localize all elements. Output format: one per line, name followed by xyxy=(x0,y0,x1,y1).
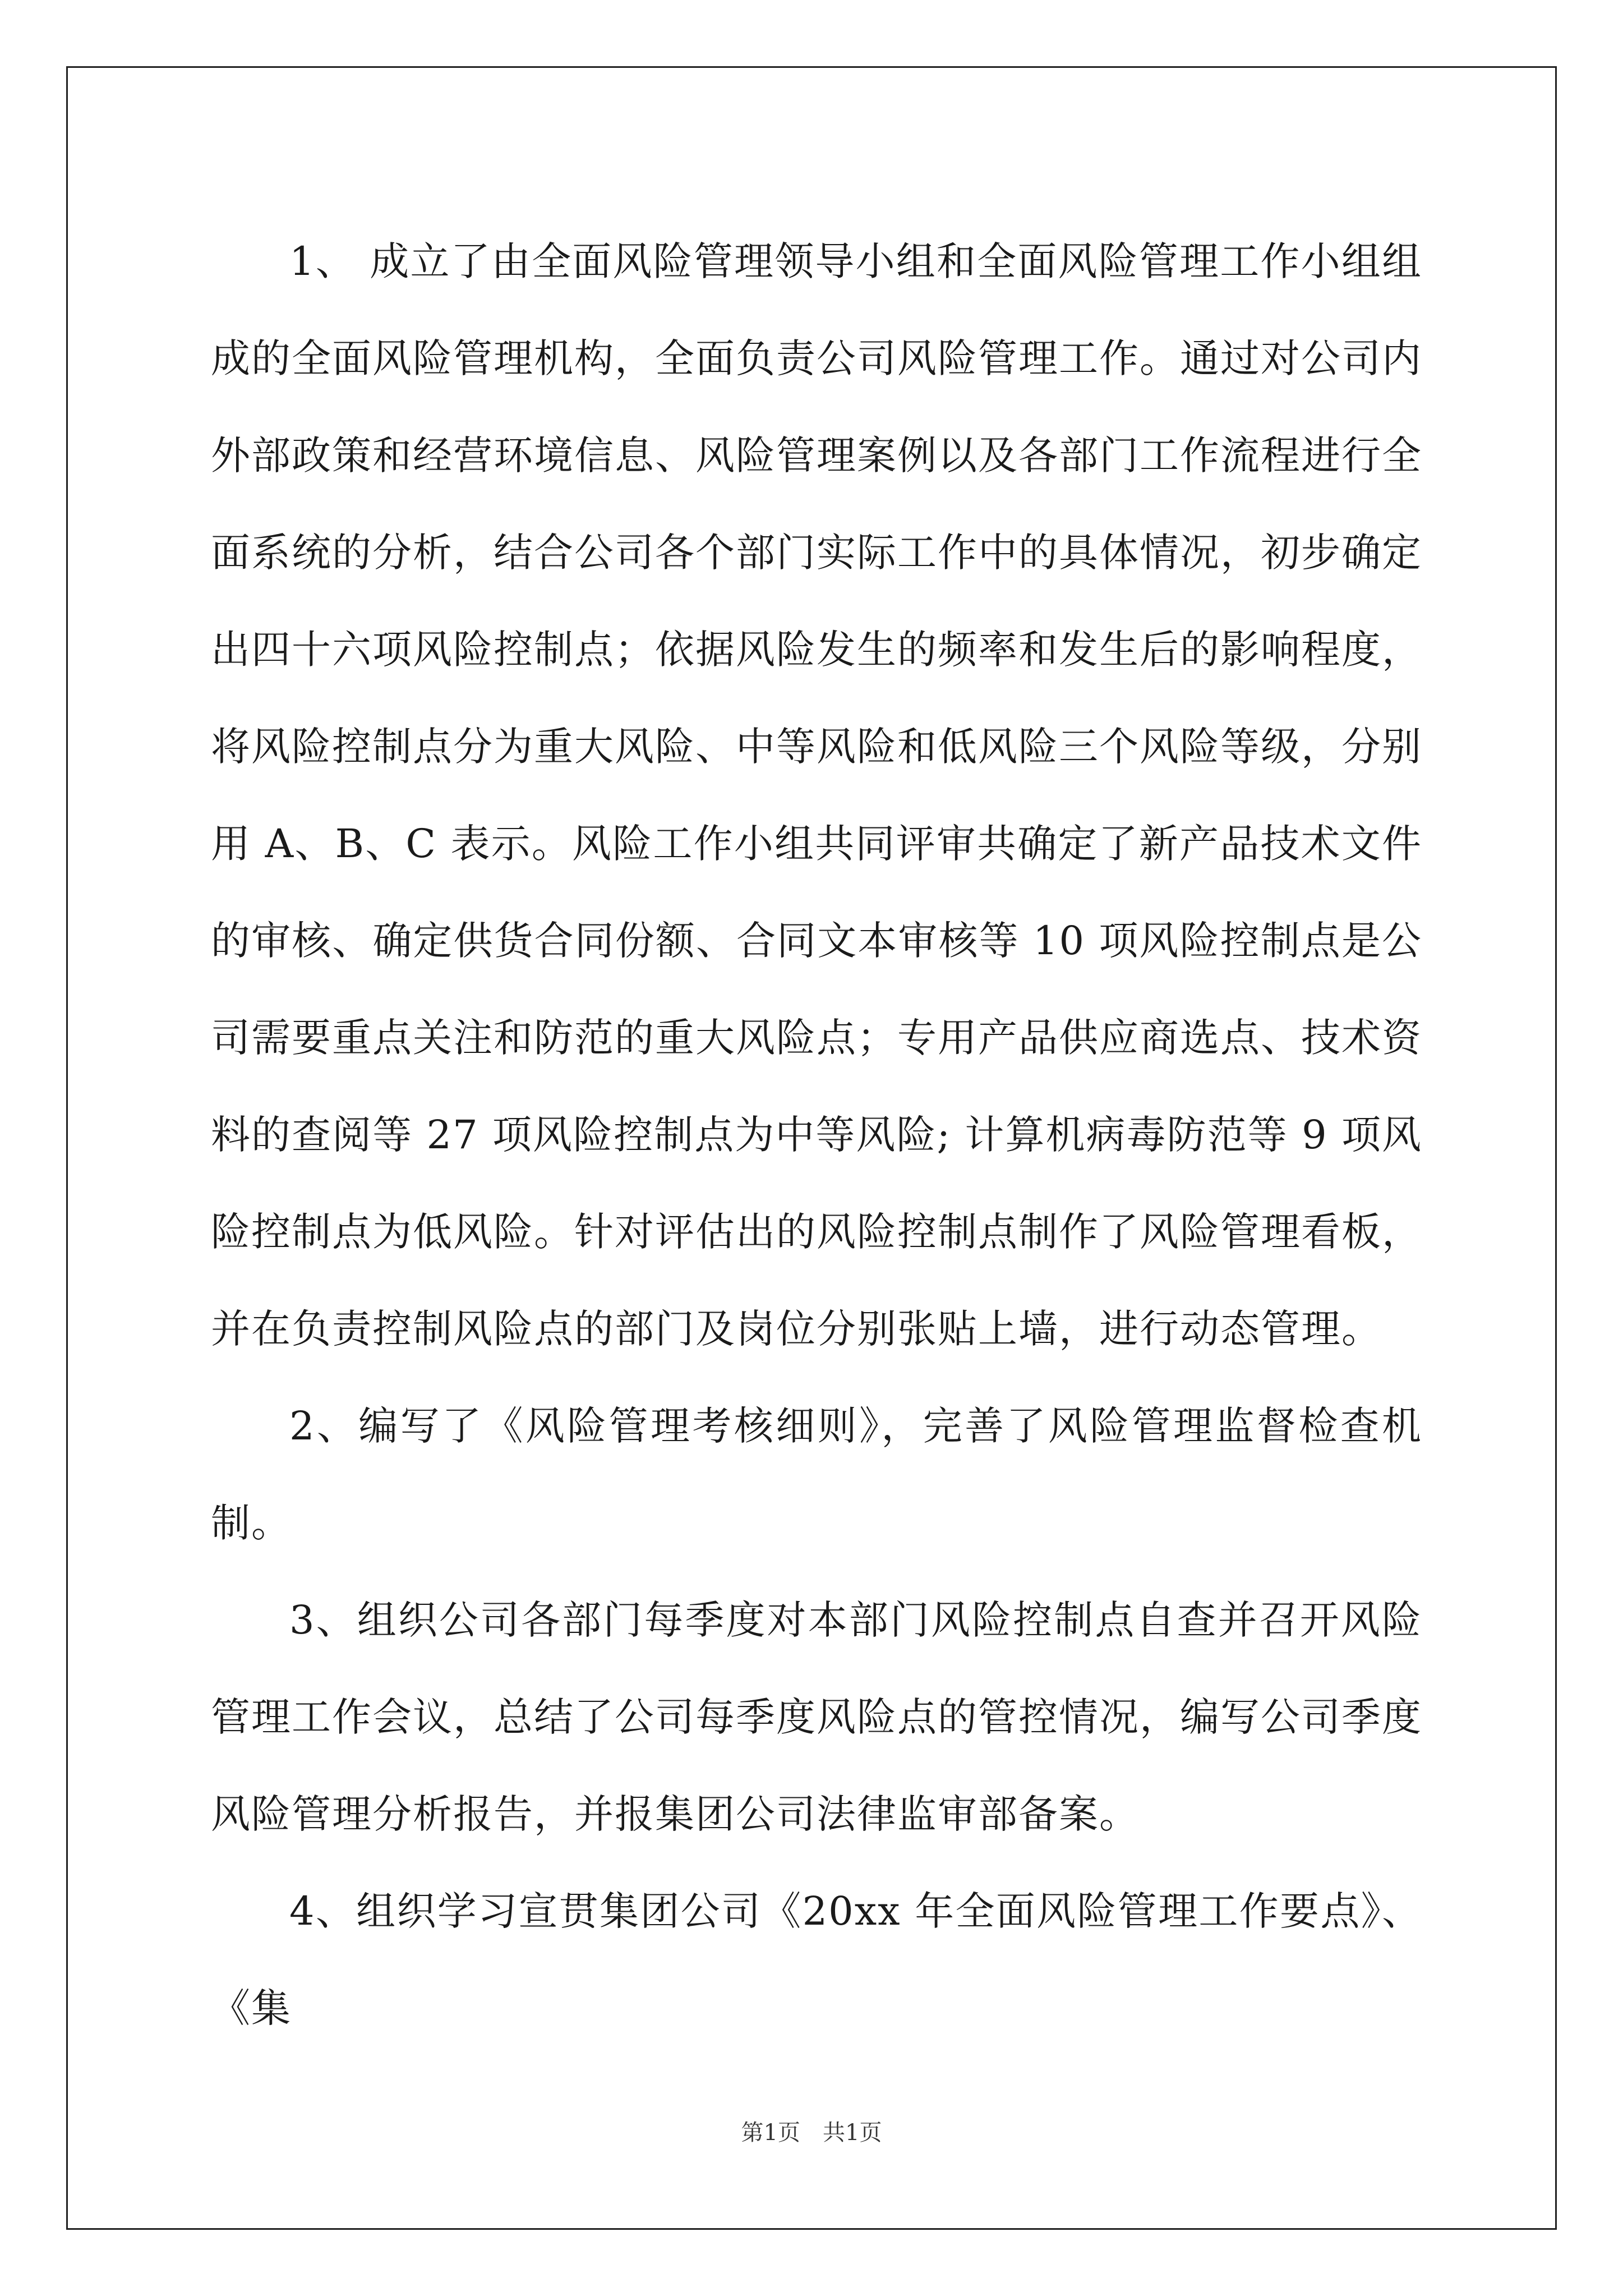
document-body xyxy=(211,213,1422,2057)
paragraph-1: 1、 成立了由全面风险管理领导小组和全面风险管理工作小组组成的全面风险管理机构，全面负责公司风险管理工作。通过对公司内外部政策和经营环境信息、风险管理案例以及各部门工作流程进行全面系统的分析，结合公司各个部门实际工作中的具体情况，初步确定出四十六项风险控制点；依据风险发生的频率和发生后的影响程度，将风险控制点分为重大风险、中等风险和低风险三个风险等级，分别用 A、B、C 表示。风险工作小组共同评审共确定了新产品技术文件的审核、确定供货合同份额、合同文本审核等 10 项风险控制点是公司需要重点关注和防范的重大风险点；专用产品供应商选点、技术资料的查阅等 27 项风险控制点为中等风险; 计算机病毒防范等 9 项风险控制点为低风险。针对评估出的风险控制点制作了风险管理看板，并在负责控制风险点的部门及岗位分别张贴上墙，进行动态管理。 xyxy=(211,238,1422,1352)
paragraph-4: 4、组织学习宣贯集团公司《20xx 年全面风险管理工作要点》、《集 xyxy=(211,1888,1422,2031)
paragraph-2: 2、编写了《风险管理考核细则》，完善了风险管理监督检查机制。 xyxy=(211,1403,1422,1546)
paragraph-3: 3、组织公司各部门每季度对本部门风险控制点自查并召开风险管理工作会议，总结了公司每季度风险点的管控情况，编写公司季度风险管理分析报告，并报集团公司法律监审部备案。 xyxy=(211,1597,1422,1837)
page-footer: 第1页 共1页 xyxy=(741,2120,882,2146)
